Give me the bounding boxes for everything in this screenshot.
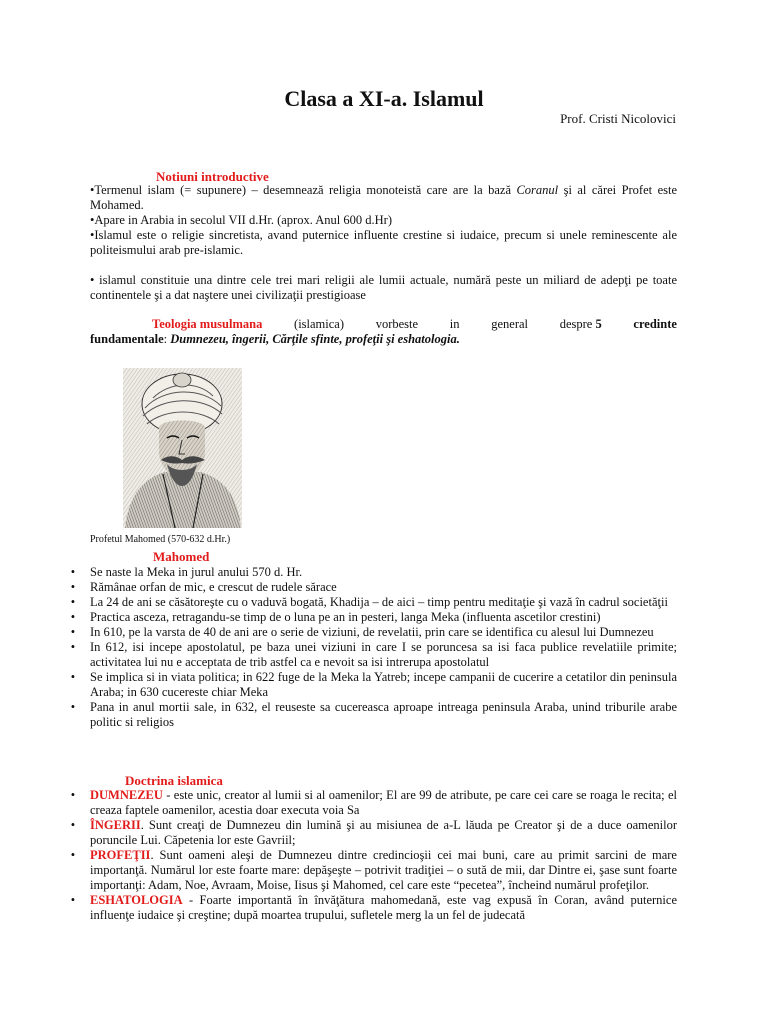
theology-fundamentale: fundamentale — [90, 332, 164, 346]
intro-paragraph-3: •Islamul este o religie sincretista, avand puternice influente crestine si iudaice, precum si unele reminescente ale politeismului arab pre-islamic. — [90, 228, 677, 257]
bullet-icon: • — [70, 818, 76, 832]
bullet-icon: • — [70, 625, 76, 639]
theology-paragraph — [90, 317, 677, 347]
portrait-caption: Profetul Mahomed (570-632 d.Hr.) — [90, 534, 231, 545]
intro-p1-italic: Coranul — [516, 183, 559, 197]
list-item — [70, 848, 677, 893]
bullet-icon: • — [70, 670, 76, 684]
list-item — [70, 700, 677, 730]
list-item-text: Se implica si in viata politica; in 622 fuge de la Meka la Yatreb; incepe campanii de cucerire a cetatilor din peninsula Araba; in 630 cucereste chiar Meka — [90, 670, 677, 699]
intro-p1-text: •Termenul islam (= supunere) – desemnează religia monoteistă care are la bază — [90, 183, 517, 197]
intro-paragraph-4: • islamul constituie una dintre cele trei mari religii ale lumii actuale, numără peste un miliard de adepţi pe toate continentele şi a dat naştere unei civilizaţii prestigioase — [90, 273, 677, 302]
theology-word: vorbeste — [375, 317, 419, 331]
bullet-icon: • — [70, 848, 76, 862]
doctrine-heading: Doctrina islamica — [125, 773, 223, 788]
list-item-text: Practica asceza, retragandu-se timp de o luna pe an in pesteri, langa Meka (influenta ascetilor crestini) — [90, 610, 601, 624]
list-item-text: La 24 de ani se căsătoreşte cu o vaduvă bogată, Khadija – de aici – timp pentru meditaţie şi vază în cadrul societăţii — [90, 595, 668, 609]
list-item-text: Pana in anul mortii sale, in 632, el reuseste sa cucereasca aproape intreaga peninsula Araba, unind triburile arabe politic si religios — [90, 700, 677, 729]
doctrine-term: DUMNEZEU — [90, 788, 163, 802]
list-item — [70, 670, 677, 700]
intro-p1-text-end: şi al cărei Profet este Mohamed. — [90, 183, 678, 212]
theology-line-1 — [90, 317, 677, 332]
bullet-icon: • — [70, 700, 76, 714]
list-item — [70, 580, 677, 595]
theology-lead: Teologia musulmana — [152, 317, 263, 331]
mahomed-heading: Mahomed — [153, 549, 210, 564]
portrait-engraving-icon — [123, 368, 242, 528]
bullet-icon: • — [70, 640, 76, 654]
doctrine-text: . Sunt oameni aleşi de Dumnezeu dintre credincioşii cei mai buni, care au primit sarcini de mare importanţă. Numărul lor este foarte mare: depăşeşte – potrivit tradiţiei – o sută de mii, dar Dintre ei, şase sunt foarte importanţi: Adam, Noe, Avraam, Moise, Iisus şi Mahomed, cel care este “pecetea”, încheind numărul profeţilor. — [90, 848, 677, 892]
theology-word — [560, 317, 602, 332]
list-item-text: Rămânae orfan de mic, e crescut de rudele sărace — [90, 580, 337, 594]
theology-number: 5 — [595, 317, 602, 331]
intro-paragraph-2: •Apare in Arabia in secolul VII d.Hr. (aprox. Anul 600 d.Hr) — [90, 213, 392, 227]
page-title: Clasa a XI-a. Islamul — [284, 86, 484, 111]
bullet-icon: • — [70, 565, 76, 579]
doctrine-text: . Sunt creaţi de Dumnezeu din lumină şi au misiunea de a-L lăuda pe Creator şi de a duce oamenilor poruncile Lui. Căpetenia lor este Gavriil; — [90, 818, 677, 847]
list-item — [70, 565, 677, 580]
theology-list: Dumnezeu, îngerii, Cărţile sfinte, profeţii şi eshatologia. — [170, 332, 460, 346]
bullet-icon: • — [70, 788, 76, 802]
doctrine-list — [70, 788, 677, 923]
doctrine-term: ÎNGERII — [90, 818, 141, 832]
theology-colon: : — [163, 332, 171, 346]
theology-line-2 — [90, 332, 677, 347]
bullet-icon: • — [70, 595, 76, 609]
list-item — [70, 818, 677, 848]
bullet-icon: • — [70, 580, 76, 594]
doctrine-text: - este unic, creator al lumii si al oamenilor; El are 99 de atribute, pe care cei care se roaga le recita; el creaza faptele oamenilor, acestia doar executa voia Sa — [90, 788, 677, 817]
mahomed-list — [70, 565, 677, 730]
list-item — [70, 610, 677, 625]
intro-section — [90, 183, 677, 303]
list-item — [70, 595, 677, 610]
theology-word: (islamica) — [294, 317, 345, 331]
theology-word-bold: credinte — [633, 317, 677, 331]
theology-word: in — [449, 317, 460, 331]
list-item-text: In 610, pe la varsta de 40 de ani are o serie de viziuni, de revelatii, prin care se identifica cu alesul lui Dumnezeu — [90, 625, 654, 639]
doctrine-text: - Foarte importantă în învăţătura mahomedană, este vag expusă în Coran, având puternice influenţe iudaice şi creştine; după moartea trupului, sufletele merg la un fel de judecată — [90, 893, 677, 922]
theology-word: general — [491, 317, 528, 331]
list-item — [70, 640, 677, 670]
theology-word-despre: despre — [559, 317, 593, 331]
intro-heading: Notiuni introductive — [156, 169, 269, 184]
bullet-icon: • — [70, 610, 76, 624]
list-item — [70, 893, 677, 923]
list-item — [70, 788, 677, 818]
list-item-text: In 612, isi incepe apostolatul, pe baza unei viziuni in care I se poruncesa sa isi faca publice revelatiile primite; activitatea lui nu e acceptata de trib astfel ca e nevoit sa isi intrerupa apostolatul — [90, 640, 677, 669]
list-item — [70, 625, 677, 640]
bullet-icon: • — [70, 893, 76, 907]
intro-paragraph-1 — [90, 183, 677, 213]
list-item-text: Se naste la Meka in jurul anului 570 d. Hr. — [90, 565, 303, 579]
doctrine-term: PROFEŢII — [90, 848, 151, 862]
author-line: Prof. Cristi Nicolovici — [560, 111, 676, 126]
doctrine-term: ESHATOLOGIA — [90, 893, 183, 907]
